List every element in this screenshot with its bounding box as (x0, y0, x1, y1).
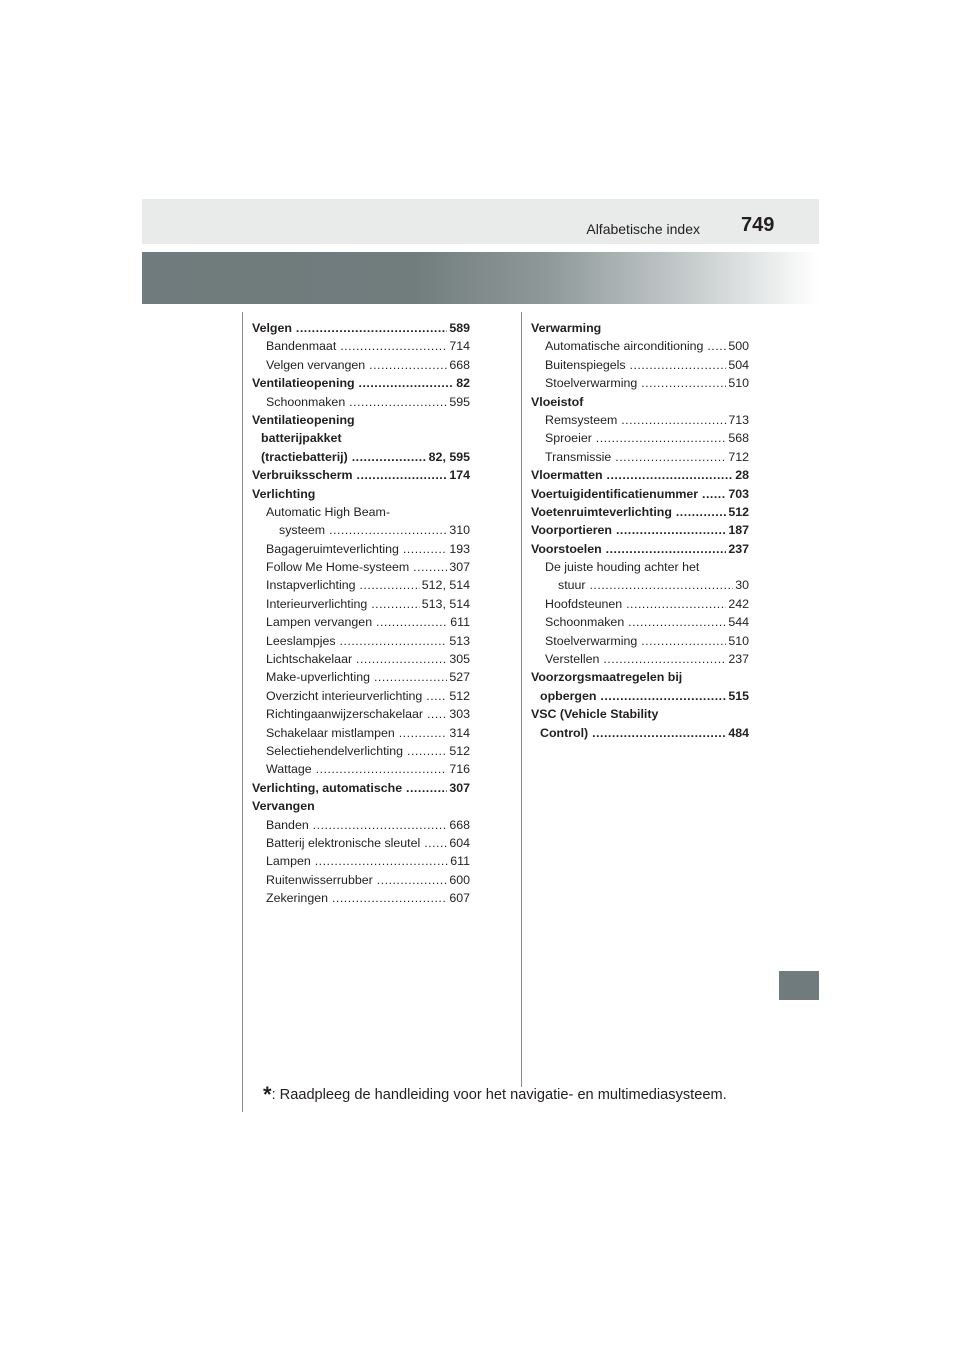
index-entry-page: 307 (447, 558, 470, 576)
index-entry-label: Voetenruimteverlichting ..... (531, 503, 749, 521)
index-entry-label: VSC (Vehicle Stability (531, 707, 659, 722)
index-entry-label: Schoonmaken ..... (266, 393, 470, 411)
index-entry-page: 500 (726, 337, 749, 355)
index-entry (531, 429, 749, 447)
column-divider (521, 312, 522, 1087)
index-entry-label: Lampen vervangen ..... (266, 613, 470, 631)
index-entry-page: 527 (447, 668, 470, 686)
index-entry-page: 512, 514 (420, 576, 470, 594)
index-entry-label: Automatic High Beam- (266, 504, 390, 519)
footnote (263, 1082, 727, 1108)
index-entry (252, 485, 470, 503)
index-entry-page: 510 (726, 374, 749, 392)
index-entry (252, 448, 470, 466)
index-entry (531, 687, 749, 705)
index-entry (531, 558, 749, 576)
index-entry-page: 512 (447, 687, 470, 705)
index-entry (252, 742, 470, 760)
index-entry (531, 356, 749, 374)
index-entry (252, 668, 470, 686)
index-entry-label: (tractiebatterij) ..... (261, 448, 470, 466)
chapter-side-tab (779, 971, 819, 1000)
index-entry-label: Overzicht interieurverlichting ..... (266, 687, 470, 705)
index-entry (252, 705, 470, 723)
index-entry (531, 521, 749, 539)
index-entry-page: 607 (447, 889, 470, 907)
index-entry (252, 613, 470, 631)
index-entry-label: Velgen ..... (252, 319, 470, 337)
index-entry-label: Velgen vervangen ..... (266, 356, 470, 374)
index-entry (252, 558, 470, 576)
index-entry-page: 303 (447, 705, 470, 723)
index-entry (531, 319, 749, 337)
footnote-marker: * (263, 1082, 272, 1107)
index-entry (531, 411, 749, 429)
index-entry-page: 187 (726, 521, 749, 539)
index-entry (252, 797, 470, 815)
index-entry-label: Buitenspiegels ..... (545, 356, 749, 374)
index-entry-page: 82, 595 (427, 448, 470, 466)
index-entry-page: 716 (447, 760, 470, 778)
index-entry-label: Stoelverwarming ..... (545, 374, 749, 392)
index-entry-label: Schakelaar mistlampen ..... (266, 724, 470, 742)
index-column-right (531, 319, 749, 742)
index-entry-label: opbergen ..... (540, 687, 749, 705)
index-entry (252, 411, 470, 429)
index-entry-page: 568 (726, 429, 749, 447)
index-entry-label: stuur ..... (558, 576, 749, 594)
index-entry (252, 889, 470, 907)
index-entry (531, 632, 749, 650)
index-entry (252, 503, 470, 521)
index-entry-label: De juiste houding achter het (545, 560, 700, 575)
index-entry (252, 760, 470, 778)
index-entry (531, 576, 749, 594)
index-entry-page: 544 (726, 613, 749, 631)
index-entry-page: 589 (447, 319, 470, 337)
index-entry-label: Leeslampjes ..... (266, 632, 470, 650)
index-entry-label: Follow Me Home-systeem ..... (266, 558, 470, 576)
index-entry-label: Verbruiksscherm ..... (252, 466, 470, 484)
index-entry-label: Banden ..... (266, 816, 470, 834)
chapter-gradient-bar (142, 252, 819, 304)
index-entry (531, 466, 749, 484)
index-entry-label: Hoofdsteunen ..... (545, 595, 749, 613)
index-entry (252, 852, 470, 870)
index-entry-label: Batterij elektronische sleutel ..... (266, 834, 470, 852)
index-entry (252, 540, 470, 558)
index-entry-label: Vloermatten ..... (531, 466, 749, 484)
index-entry (531, 448, 749, 466)
index-entry-label: Lichtschakelaar ..... (266, 650, 470, 668)
index-entry-page: 600 (447, 871, 470, 889)
index-entry (531, 337, 749, 355)
index-entry-page: 242 (726, 595, 749, 613)
index-entry-page: 515 (726, 687, 749, 705)
header-band (142, 199, 819, 244)
index-entry-label: Stoelverwarming ..... (545, 632, 749, 650)
index-entry-page: 714 (447, 337, 470, 355)
index-entry-page: 611 (448, 613, 470, 631)
index-entry-page: 82 (454, 374, 470, 392)
index-entry-label: Instapverlichting ..... (266, 576, 470, 594)
left-margin-rule (242, 312, 243, 1112)
page-number: 749 (741, 214, 775, 236)
index-column-left (252, 319, 470, 908)
index-entry-label: Verlichting, automatische ..... (252, 779, 470, 797)
index-entry-label: Control) ..... (540, 724, 749, 742)
index-entry (252, 834, 470, 852)
index-entry (252, 393, 470, 411)
index-entry-label: batterijpakket (261, 431, 342, 446)
index-entry-page: 305 (447, 650, 470, 668)
index-entry-page: 307 (447, 779, 470, 797)
index-entry-label: Vloeistof (531, 394, 584, 409)
index-entry-page: 668 (447, 816, 470, 834)
index-entry (252, 871, 470, 889)
index-entry (252, 576, 470, 594)
index-entry (252, 595, 470, 613)
index-entry (252, 779, 470, 797)
index-entry-page: 193 (447, 540, 470, 558)
index-entry-page: 512 (726, 503, 749, 521)
index-entry (531, 540, 749, 558)
index-entry-label: Voertuigidentificatienummer ..... (531, 485, 749, 503)
index-entry-label: Selectiehendelverlichting ..... (266, 742, 470, 760)
index-entry-label: Vervangen (252, 799, 315, 814)
index-entry-page: 30 (733, 576, 749, 594)
index-entry-page: 513, 514 (420, 595, 470, 613)
index-entry-label: Wattage ..... (266, 760, 470, 778)
index-entry (252, 521, 470, 539)
index-entry-page: 512 (447, 742, 470, 760)
index-entry-label: Voorzorgsmaatregelen bij (531, 670, 683, 685)
index-entry (531, 668, 749, 686)
index-entry (252, 374, 470, 392)
index-entry-page: 703 (726, 485, 749, 503)
index-entry-page: 611 (448, 852, 470, 870)
index-entry-label: Make-upverlichting ..... (266, 668, 470, 686)
index-entry-page: 712 (726, 448, 749, 466)
index-entry (252, 724, 470, 742)
index-entry (531, 705, 749, 723)
index-entry (531, 485, 749, 503)
index-entry (252, 466, 470, 484)
index-entry (531, 613, 749, 631)
index-entry-label: Ventilatieopening (252, 412, 355, 427)
index-entry-label: Ventilatieopening ..... (252, 374, 470, 392)
index-entry-label: Verwarming (531, 321, 602, 335)
index-entry-page: 237 (726, 650, 749, 668)
index-entry-label: Bandenmaat ..... (266, 337, 470, 355)
index-entry (531, 595, 749, 613)
index-entry (252, 356, 470, 374)
index-entry-label: Bagageruimteverlichting ..... (266, 540, 470, 558)
index-entry (531, 393, 749, 411)
index-entry-label: Richtingaanwijzerschakelaar ..... (266, 705, 470, 723)
index-entry-page: 484 (726, 724, 749, 742)
index-entry-page: 713 (726, 411, 749, 429)
index-entry-label: Verlichting (252, 486, 316, 501)
index-entry-label: Verstellen ..... (545, 650, 749, 668)
index-entry-page: 314 (447, 724, 470, 742)
index-entry (531, 650, 749, 668)
index-entry-label: Ruitenwisserrubber ..... (266, 871, 470, 889)
index-entry-page: 174 (447, 466, 470, 484)
index-entry-label: Lampen ..... (266, 852, 470, 870)
index-entry-page: 237 (726, 540, 749, 558)
index-entry (252, 319, 470, 337)
index-entry-label: systeem ..... (279, 521, 470, 539)
index-entry (531, 503, 749, 521)
section-title: Alfabetische index (586, 221, 700, 237)
index-entry-label: Voorstoelen ..... (531, 540, 749, 558)
index-entry-label: Remsysteem ..... (545, 411, 749, 429)
index-entry (531, 374, 749, 392)
index-entry-page: 310 (447, 521, 470, 539)
index-entry (252, 632, 470, 650)
index-entry (252, 687, 470, 705)
index-entry (252, 429, 470, 447)
index-entry (531, 724, 749, 742)
index-entry-label: Sproeier ..... (545, 429, 749, 447)
index-entry-page: 510 (726, 632, 749, 650)
index-entry-label: Interieurverlichting ..... (266, 595, 470, 613)
index-entry (252, 337, 470, 355)
index-entry-label: Voorportieren ..... (531, 521, 749, 539)
index-entry (252, 650, 470, 668)
index-entry-page: 604 (447, 834, 470, 852)
index-entry-label: Schoonmaken ..... (545, 613, 749, 631)
index-entry (252, 816, 470, 834)
index-entry-page: 513 (447, 632, 470, 650)
index-entry-label: Automatische airconditioning ..... (545, 337, 749, 355)
index-entry-page: 28 (733, 466, 749, 484)
index-entry-page: 504 (726, 356, 749, 374)
index-entry-page: 595 (447, 393, 470, 411)
index-entry-label: Transmissie ..... (545, 448, 749, 466)
index-entry-page: 668 (447, 356, 470, 374)
footnote-text: : Raadpleeg de handleiding voor het navigatie- en multimediasysteem. (271, 1087, 727, 1103)
index-entry-label: Zekeringen ..... (266, 889, 470, 907)
